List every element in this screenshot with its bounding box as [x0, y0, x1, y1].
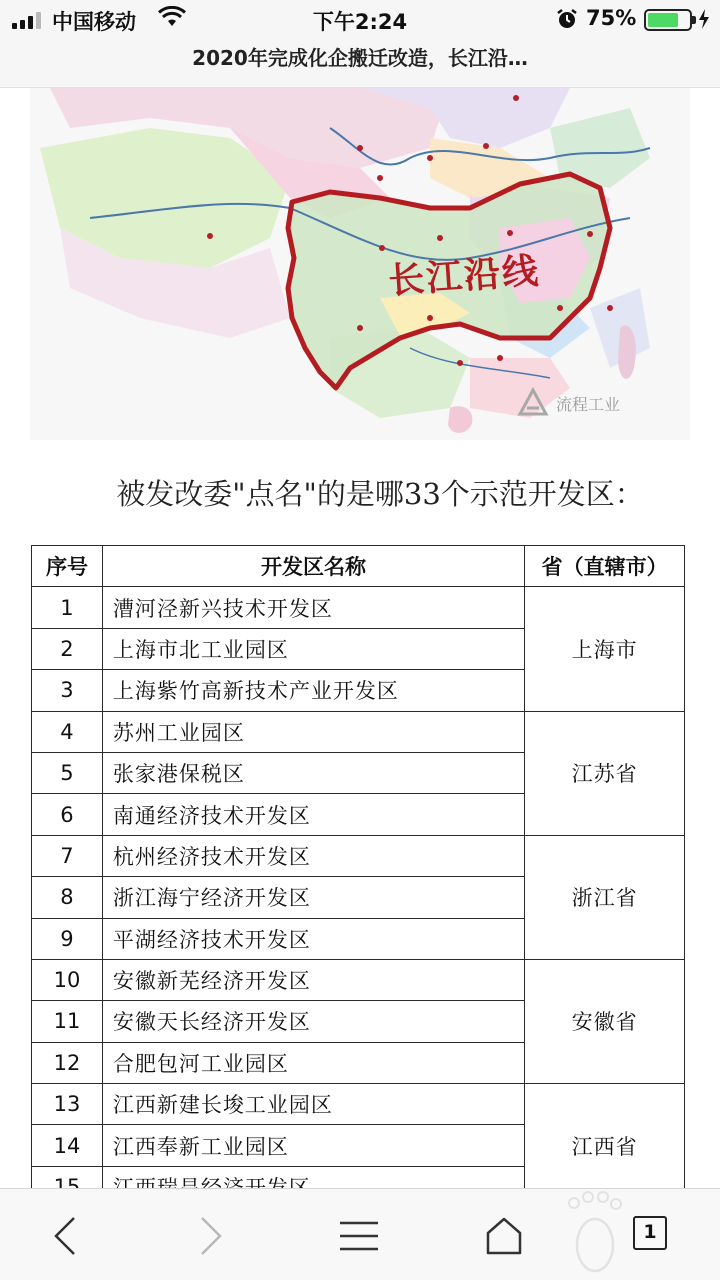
row-number: 1: [32, 587, 103, 628]
row-number: 9: [32, 918, 103, 959]
zone-name: 江西奉新工业园区: [102, 1125, 524, 1166]
row-number: 6: [32, 794, 103, 835]
zone-name: 上海紫竹高新技术产业开发区: [102, 670, 524, 711]
table-row: [32, 959, 685, 1000]
zone-name: 张家港保税区: [102, 752, 524, 793]
footprint-icon: [560, 1191, 630, 1280]
row-number: 3: [32, 670, 103, 711]
zone-name: 南通经济技术开发区: [102, 794, 524, 835]
table-header-row: [32, 546, 685, 587]
row-number: 7: [32, 835, 103, 876]
row-number: 11: [32, 1001, 103, 1042]
zone-name: 江西新建长埈工业园区: [102, 1084, 524, 1125]
forward-icon[interactable]: [196, 1215, 226, 1261]
table-row: [32, 835, 685, 876]
province-cell: 浙江省: [525, 835, 685, 959]
home-icon[interactable]: [484, 1215, 524, 1261]
back-icon[interactable]: [50, 1215, 80, 1261]
watermark: [516, 386, 620, 420]
battery-icon: [644, 9, 692, 31]
alarm-icon: [556, 8, 578, 34]
row-number: 12: [32, 1042, 103, 1083]
browser-header: [0, 0, 720, 88]
zone-name: 安徽天长经济开发区: [102, 1001, 524, 1042]
row-number: 10: [32, 959, 103, 1000]
watermark-logo-icon: [516, 386, 550, 420]
zone-name: 平湖经济技术开发区: [102, 918, 524, 959]
province-cell: 安徽省: [525, 959, 685, 1083]
zone-name: 合肥包河工业园区: [102, 1042, 524, 1083]
yangtze-map-image: [30, 88, 690, 440]
row-number: 14: [32, 1125, 103, 1166]
col-header-number: 序号: [32, 546, 103, 587]
watermark-text: 流程工业: [556, 394, 621, 414]
battery-percent: 75%: [586, 6, 637, 30]
col-header-zone-name: 开发区名称: [102, 546, 524, 587]
carrier-name: 中国移动: [52, 10, 136, 34]
zone-name: 上海市北工业园区: [102, 628, 524, 669]
row-number: 8: [32, 877, 103, 918]
row-number: 4: [32, 711, 103, 752]
map-region-label: 长江沿线: [386, 249, 542, 303]
charging-bolt-icon: [698, 8, 710, 34]
zone-name: 浙江海宁经济开发区: [102, 877, 524, 918]
col-header-province: 省（直辖市）: [525, 546, 685, 587]
province-cell: 江西省: [525, 1084, 685, 1208]
row-number: 5: [32, 752, 103, 793]
zone-name: 安徽新芜经济开发区: [102, 959, 524, 1000]
table-row: [32, 711, 685, 752]
browser-toolbar: [0, 1188, 720, 1280]
tab-count-button[interactable]: 1: [633, 1216, 667, 1250]
table-row: [32, 587, 685, 628]
province-cell: 上海市: [525, 587, 685, 711]
menu-icon[interactable]: [338, 1215, 380, 1261]
zone-name: 杭州经济技术开发区: [102, 835, 524, 876]
table-row: [32, 1084, 685, 1125]
page-title: 2020年完成化企搬迁改造，长江沿…: [192, 46, 528, 70]
dev-zone-table: [31, 545, 685, 1208]
status-bar: [0, 0, 720, 40]
province-cell: 江苏省: [525, 711, 685, 835]
intro-text: 被发改委"点名"的是哪33个示范开发区：: [116, 477, 644, 511]
status-time: 下午2:24: [312, 10, 408, 34]
table-body: [32, 587, 685, 1208]
zone-name: 漕河泾新兴技术开发区: [102, 587, 524, 628]
row-number: 2: [32, 628, 103, 669]
zone-name: 苏州工业园区: [102, 711, 524, 752]
row-number: 13: [32, 1084, 103, 1125]
